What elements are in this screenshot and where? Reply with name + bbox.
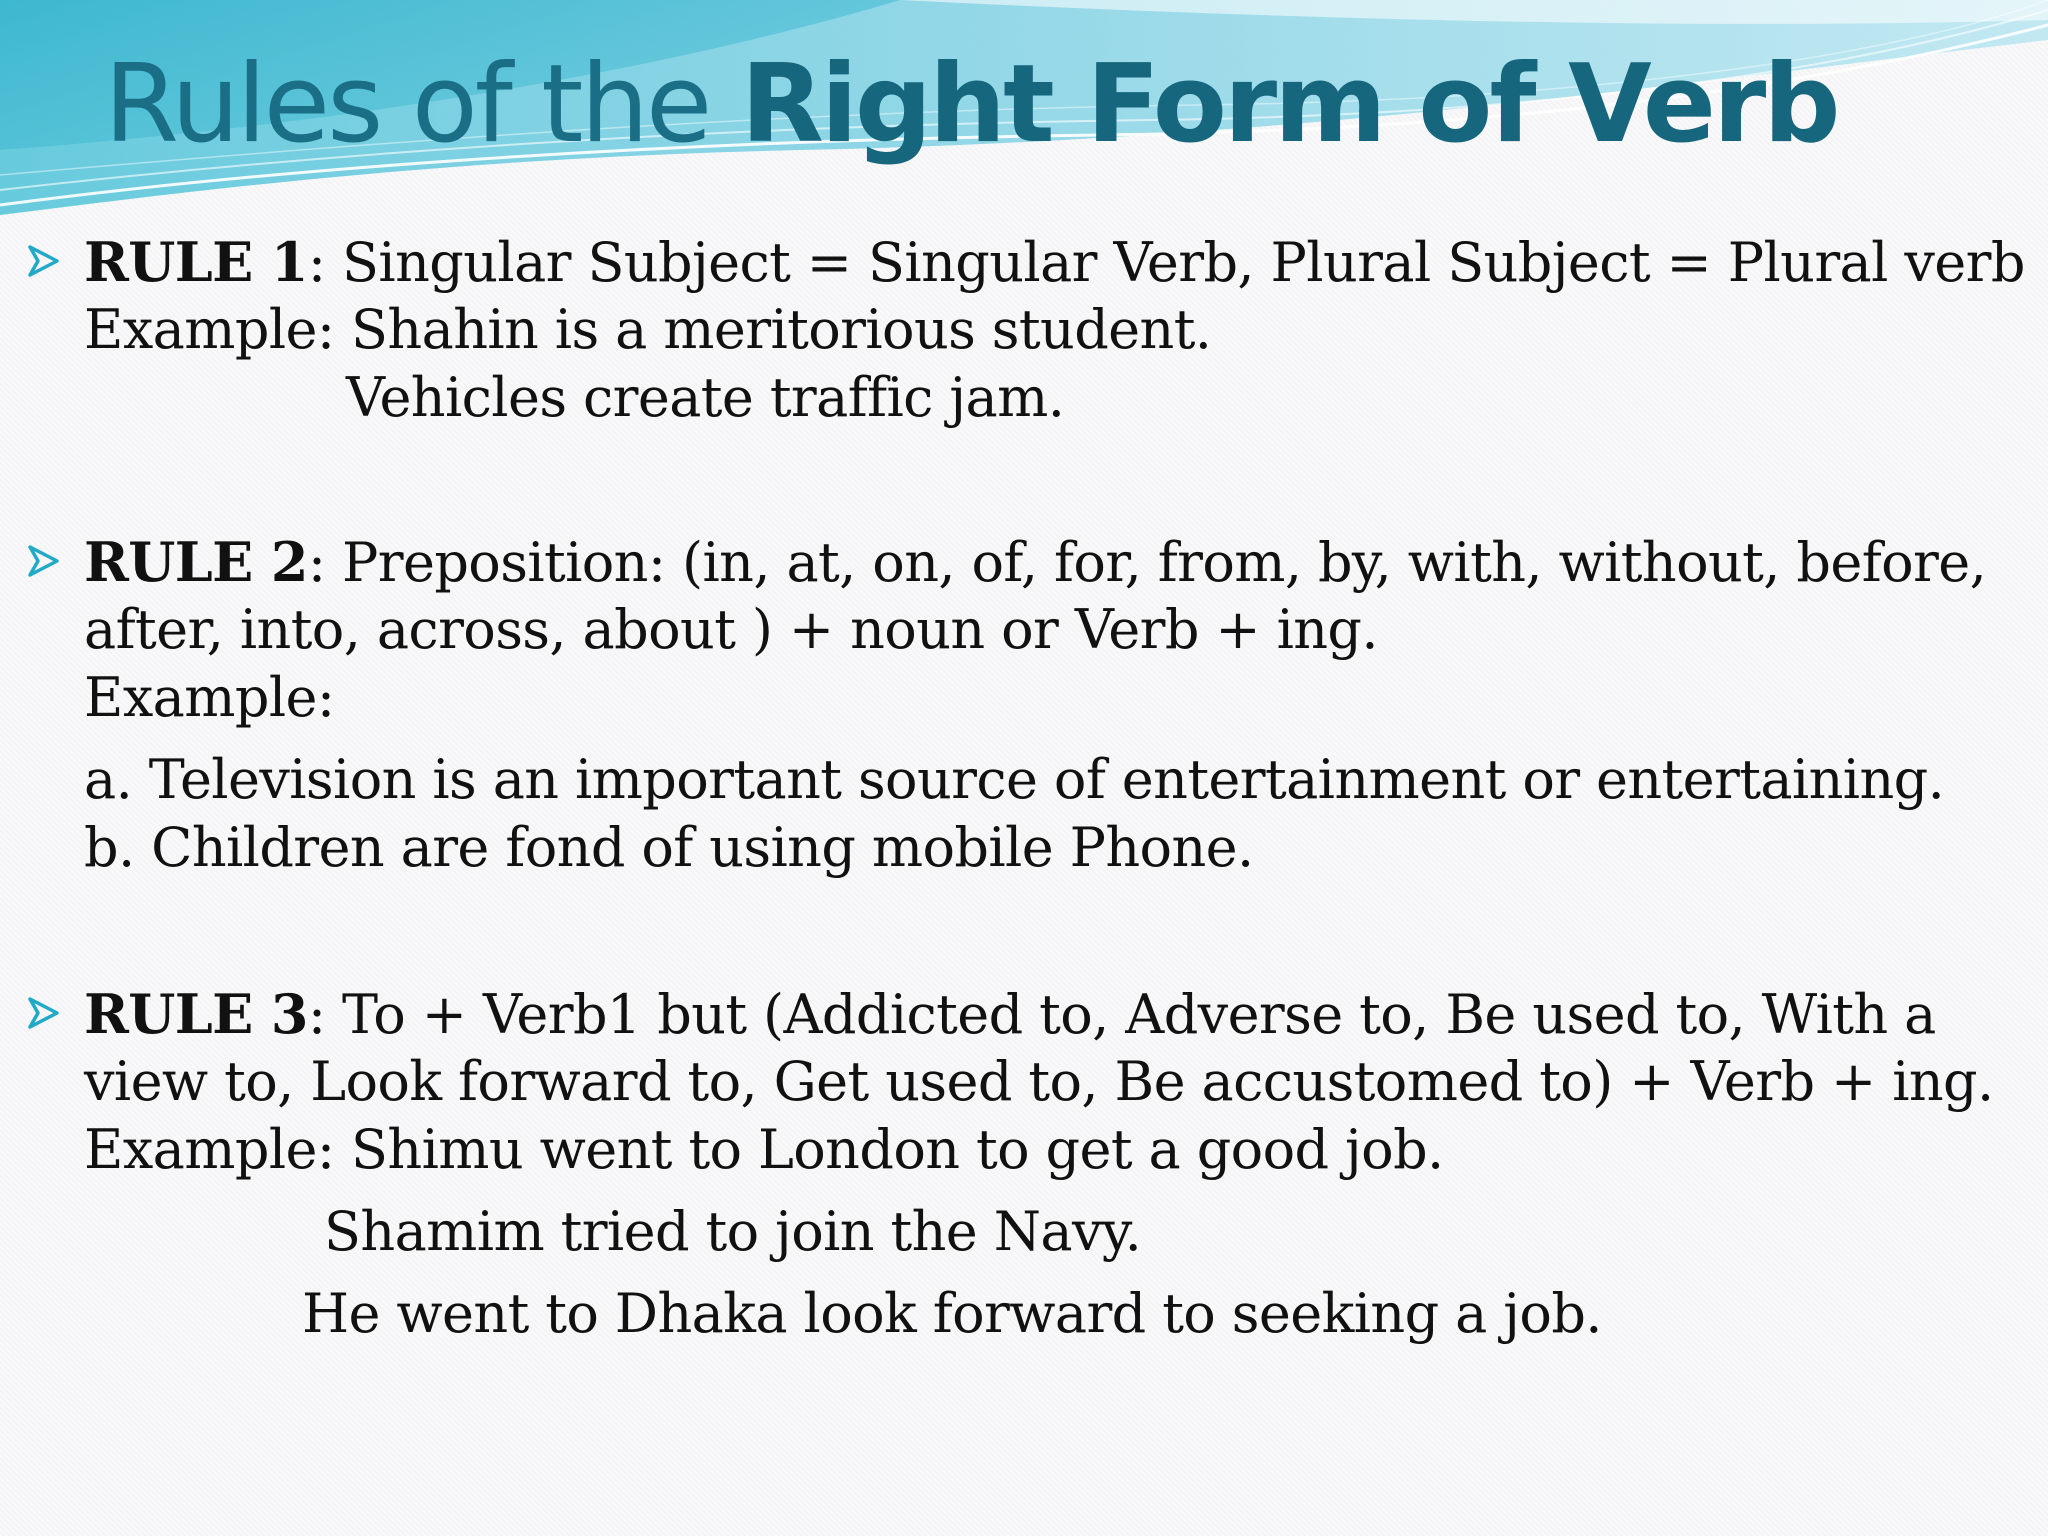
rule-3-continuation: view to, Look forward to, Get used to, Be accustomed to) + Verb + ing. bbox=[84, 1050, 1994, 1113]
rule-1-label: RULE 1 bbox=[84, 230, 308, 294]
rule-1-example: Example: Shahin is a meritorious student. bbox=[84, 298, 1212, 361]
rule-2-example-b: b. Children are fond of using mobile Phone. bbox=[84, 816, 1254, 879]
rule-1-example-line: Vehicles create traffic jam. bbox=[346, 366, 1065, 429]
rule-2-text: : Preposition: (in, at, on, of, for, from, by, with, without, before, bbox=[307, 531, 1987, 594]
rule-1-text: : Singular Subject = Singular Verb, Plural Subject = Plural verb bbox=[307, 231, 2025, 294]
arrow-bullet-icon bbox=[26, 244, 60, 278]
rule-3-heading bbox=[84, 980, 1936, 1049]
page-title bbox=[104, 30, 1838, 180]
rule-3-example-line: Shamim tried to join the Navy. bbox=[324, 1200, 1142, 1263]
rule-3-example: Example: Shimu went to London to get a good job. bbox=[84, 1118, 1444, 1181]
rule-3-label: RULE 3 bbox=[84, 982, 308, 1046]
arrow-bullet-icon bbox=[26, 996, 60, 1030]
rule-2-example-label: Example: bbox=[84, 666, 335, 729]
rule-2-continuation: after, into, across, about ) + noun or Verb + ing. bbox=[84, 598, 1378, 661]
rule-3-text: : To + Verb1 but (Addicted to, Adverse to, Be used to, With a bbox=[307, 983, 1936, 1046]
rule-2-label: RULE 2 bbox=[84, 530, 308, 594]
rule-1-heading bbox=[84, 228, 2025, 297]
title-regular: Rules of the bbox=[104, 42, 741, 167]
rule-2-heading bbox=[84, 528, 1986, 597]
title-bold: Right Form of Verb bbox=[740, 42, 1838, 167]
arrow-bullet-icon bbox=[26, 544, 60, 578]
rule-2-example-a: a. Television is an important source of entertainment or entertaining. bbox=[84, 748, 1945, 811]
rule-3-example-line: He went to Dhaka look forward to seeking a job. bbox=[302, 1282, 1602, 1345]
